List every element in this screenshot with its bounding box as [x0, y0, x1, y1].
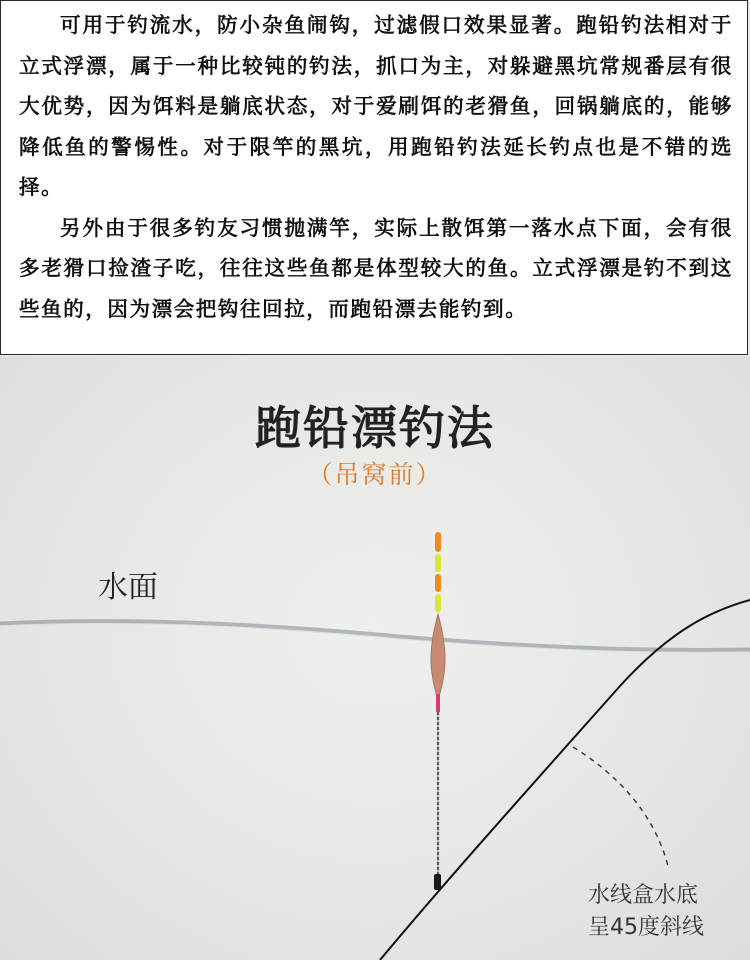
float-tip-yellow-2 — [435, 594, 441, 612]
water-surface-label: 水面 — [98, 570, 158, 605]
water-surface-line — [0, 622, 750, 651]
sinker — [434, 874, 441, 890]
paragraph-1: 可用于钓流水，防小杂鱼闹钩，过滤假口效果显著。跑铅钓法相对于立式浮漂，属于一种比较钝的钓法，抓口为主，对躲避黑坑常规番层有很大优势，因为饵料是躺底状态，对于爱刷饵的老猾鱼，回锅躺底的，能够降低鱼的警惕性。对于限竿的黑坑，用跑铅钓法延长钓点也是不错的选择。 — [19, 13, 733, 199]
angle-arc — [573, 747, 668, 866]
article-text-box — [0, 0, 748, 355]
paragraph-2: 另外由于很多钓友习惯抛满竿，实际上散饵第一落水点下面，会有很多老猾口捡渣子吃，往往这些鱼都是体型较大的鱼。立式浮漂是钓不到这些鱼的，因为漂会把钩往回拉，而跑铅漂去能钓到。 — [19, 215, 733, 321]
angle-note-line-1: 水线盒水底 — [588, 883, 699, 908]
float-body — [431, 614, 445, 698]
angle-note — [588, 880, 748, 944]
float-tip-orange-2 — [435, 574, 441, 592]
diagram-subtitle: （吊窝前） — [307, 460, 443, 489]
angle-note-line-2: 呈45度斜线 — [588, 915, 704, 940]
diagram-title: 跑铅漂钓法 — [255, 401, 495, 455]
float-tip-orange-1 — [435, 532, 441, 552]
float-tip-yellow-1 — [435, 554, 441, 572]
